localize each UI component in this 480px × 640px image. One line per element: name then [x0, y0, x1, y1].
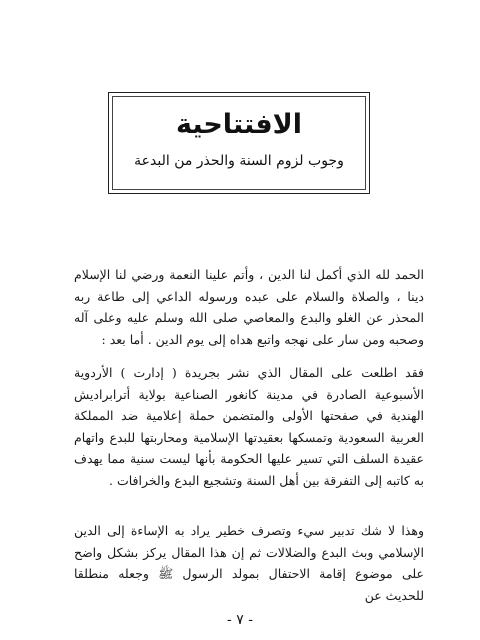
paragraph-2: فقد اطلعت على المقال الذي نشر بجريدة ( إدارت ) الأردوية الأسبوعية الصادرة في مدينة كانغور الصناعية بولاية أترابراديش الهندية في صفحتها الأولى والمتضمن حملة إعلامية ضد المملكة العربية السعودية وتمسكها بعقيدتها الإسلامية ومحاربتها للبدع واتهام عقيدة السلف التي تسير عليها الحكومة بأنها ليست سنية مما يهدف به كاتبه إلى التفرقة بين أهل السنة وتشجيع البدع والخرافات .	[74, 365, 424, 488]
page-subtitle: وجوب لزوم السنة والحذر من البدعة	[134, 153, 344, 169]
page-number: - ٧ -	[227, 612, 253, 628]
page-title: الافتتاحية	[175, 109, 303, 140]
paragraph-3: وهذا لا شك تدبير سيء وتصرف خطير يراد به الإساءة إلى الدين الإسلامي وبث البدع والضلالات ثم إن هذا المقال يركز بشكل واضح على موضوع إقامة الاحتفال بمولد الرسول ﷺ وجعله منطلقا للحديث عن	[74, 523, 424, 603]
title-frame	[108, 92, 370, 194]
paragraph-1: الحمد لله الذي أكمل لنا الدين ، وأتم علينا النعمة ورضي لنا الإسلام دينا ، والصلاة والسلام على عبده ورسوله الداعي إلى طاعة ربه المحذر عن الغلو والبدع والمعاصي صلى الله وسلم عليه وعلى آله وصحبه ومن سار على نهجه واتبع هداه إلى يوم الدين . أما بعد :	[74, 267, 424, 347]
